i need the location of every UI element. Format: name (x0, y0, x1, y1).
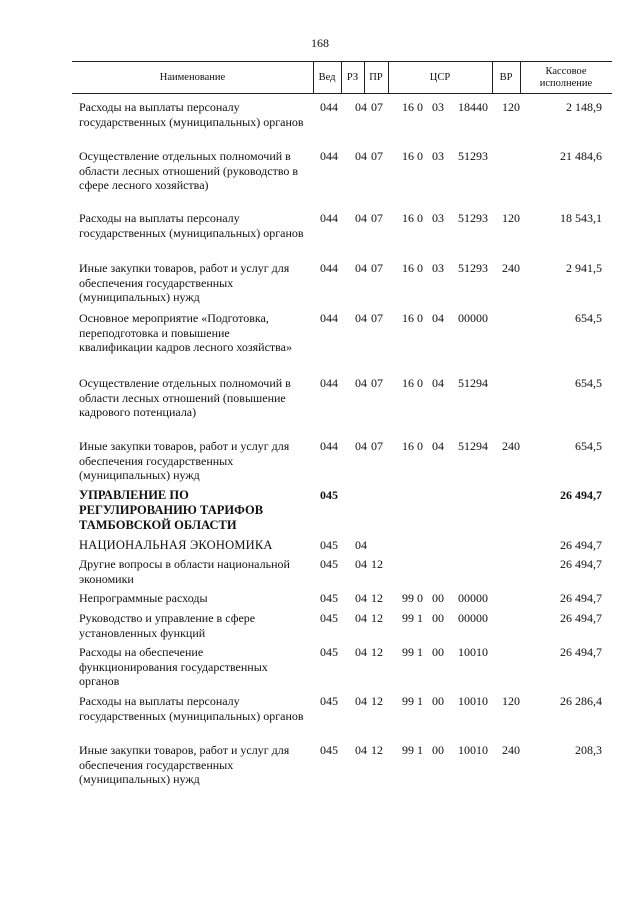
row-vr: 120 (502, 694, 520, 708)
row-csr-event: 00 (432, 611, 444, 625)
row-pr: 12 (371, 591, 383, 605)
row-pr: 07 (371, 100, 383, 114)
row-ved: 045 (320, 694, 338, 708)
row-ved: 044 (320, 311, 338, 325)
row-csr-program: 16 (402, 311, 414, 325)
row-name: Иные закупки товаров, работ и услуг для обеспечения государственных (муниципальных) нужд (79, 439, 290, 482)
row-csr-event: 00 (432, 591, 444, 605)
row-csr-program: 16 (402, 100, 414, 114)
row-csr-event: 04 (432, 439, 444, 453)
row-name: Основное мероприятие «Подготовка, переподготовка и повышение квалификации кадров лесного хозяйства» (79, 311, 292, 354)
row-csr-program: 16 (402, 439, 414, 453)
row-ved: 044 (320, 439, 338, 453)
row-csr-event: 00 (432, 694, 444, 708)
row-name: Расходы на выплаты персоналу государственных (муниципальных) органов (79, 694, 304, 723)
row-csr-subprogram: 0 (417, 211, 423, 225)
row-rz: 04 (355, 100, 367, 114)
row-name: Иные закупки товаров, работ и услуг для обеспечения государственных (муниципальных) нужд (79, 743, 290, 786)
row-csr-program: 99 (402, 694, 414, 708)
header-csr: ЦСР (429, 71, 451, 83)
row-csr-program: 16 (402, 149, 414, 163)
row-name: Расходы на выплаты персоналу государственных (муниципальных) органов (79, 100, 304, 129)
page-number: 168 (311, 36, 329, 50)
row-rz: 04 (355, 591, 367, 605)
row-name: НАЦИОНАЛЬНАЯ ЭКОНОМИКА (79, 538, 273, 552)
row-ved: 045 (320, 743, 338, 757)
row-csr-program: 99 (402, 611, 414, 625)
row-name: Иные закупки товаров, работ и услуг для обеспечения государственных (муниципальных) нужд (79, 261, 290, 304)
row-ved: 045 (320, 645, 338, 659)
row-pr: 07 (371, 149, 383, 163)
row-vr: 120 (502, 211, 520, 225)
row-amount: 2 148,9 (566, 100, 602, 114)
row-csr-event: 00 (432, 645, 444, 659)
row-amount: 26 494,7 (560, 557, 602, 571)
row-csr-program: 99 (402, 591, 414, 605)
header-amount-line2: исполнение (539, 77, 593, 89)
row-rz: 04 (355, 261, 367, 275)
row-amount: 26 494,7 (560, 538, 602, 552)
row-csr-direction: 00000 (458, 611, 488, 625)
row-ved: 044 (320, 149, 338, 163)
row-pr: 12 (371, 611, 383, 625)
row-name: Непрограммные расходы (79, 591, 208, 605)
row-name: Осуществление отдельных полномочий в области лесных отношений (повышение кадрового потенциала) (79, 376, 291, 419)
row-pr: 07 (371, 311, 383, 325)
row-csr-direction: 51294 (458, 376, 488, 390)
row-csr-direction: 18440 (458, 100, 488, 114)
row-ved: 044 (320, 376, 338, 390)
row-pr: 07 (371, 376, 383, 390)
row-csr-program: 16 (402, 376, 414, 390)
header-vr: ВР (499, 71, 513, 83)
header-pr: ПР (369, 71, 383, 83)
row-name: Руководство и управление в сфере установленных функций (79, 611, 256, 640)
row-vr: 120 (502, 100, 520, 114)
row-ved: 044 (320, 211, 338, 225)
row-amount: 208,3 (575, 743, 602, 757)
row-csr-direction: 51293 (458, 211, 488, 225)
row-ved: 045 (320, 538, 338, 552)
row-csr-event: 00 (432, 743, 444, 757)
row-csr-direction: 00000 (458, 591, 488, 605)
row-csr-subprogram: 1 (417, 611, 423, 625)
row-csr-event: 03 (432, 149, 444, 163)
row-amount: 26 494,7 (560, 591, 602, 605)
row-rz: 04 (355, 376, 367, 390)
row-csr-direction: 10010 (458, 694, 488, 708)
row-pr: 12 (371, 743, 383, 757)
row-rz: 04 (355, 311, 367, 325)
row-csr-subprogram: 1 (417, 743, 423, 757)
header-name: Наименование (159, 71, 226, 83)
row-amount: 654,5 (575, 376, 602, 390)
row-rz: 04 (355, 557, 367, 571)
row-amount: 26 494,7 (560, 645, 602, 659)
row-csr-subprogram: 0 (417, 591, 423, 605)
row-ved: 045 (320, 611, 338, 625)
row-csr-subprogram: 1 (417, 694, 423, 708)
row-csr-direction: 10010 (458, 645, 488, 659)
header-amount (520, 62, 612, 93)
row-csr-subprogram: 0 (417, 149, 423, 163)
row-amount: 26 494,7 (560, 488, 602, 502)
row-name: Расходы на обеспечение функционирования государственных органов (79, 645, 268, 688)
header-amount-line1: Кассовое (545, 65, 587, 77)
table-header (72, 61, 612, 94)
row-rz: 04 (355, 538, 367, 552)
row-csr-direction: 00000 (458, 311, 488, 325)
header-rz: РЗ (346, 71, 359, 83)
row-vr: 240 (502, 743, 520, 757)
row-csr-subprogram: 0 (417, 439, 423, 453)
row-rz: 04 (355, 439, 367, 453)
row-pr: 07 (371, 439, 383, 453)
row-csr-program: 16 (402, 211, 414, 225)
row-csr-direction: 10010 (458, 743, 488, 757)
row-rz: 04 (355, 694, 367, 708)
row-csr-subprogram: 1 (417, 645, 423, 659)
row-ved: 045 (320, 488, 338, 502)
row-amount: 21 484,6 (560, 149, 602, 163)
row-csr-event: 03 (432, 100, 444, 114)
row-pr: 12 (371, 557, 383, 571)
row-csr-program: 99 (402, 645, 414, 659)
row-csr-subprogram: 0 (417, 100, 423, 114)
row-csr-event: 03 (432, 261, 444, 275)
row-pr: 07 (371, 211, 383, 225)
row-amount: 18 543,1 (560, 211, 602, 225)
row-pr: 07 (371, 261, 383, 275)
row-csr-event: 04 (432, 376, 444, 390)
row-rz: 04 (355, 149, 367, 163)
row-csr-direction: 51294 (458, 439, 488, 453)
row-csr-subprogram: 0 (417, 261, 423, 275)
row-csr-direction: 51293 (458, 261, 488, 275)
row-vr: 240 (502, 261, 520, 275)
row-csr-program: 99 (402, 743, 414, 757)
row-rz: 04 (355, 645, 367, 659)
row-csr-subprogram: 0 (417, 311, 423, 325)
row-pr: 12 (371, 694, 383, 708)
row-amount: 26 286,4 (560, 694, 602, 708)
header-ved: Вед (318, 71, 336, 83)
row-rz: 04 (355, 211, 367, 225)
row-name: Осуществление отдельных полномочий в области лесных отношений (руководство в сфере лесного хозяйства) (79, 149, 299, 192)
row-name: УПРАВЛЕНИЕ ПО РЕГУЛИРОВАНИЮ ТАРИФОВ ТАМБОВСКОЙ ОБЛАСТИ (79, 488, 264, 532)
row-csr-event: 03 (432, 211, 444, 225)
row-name: Расходы на выплаты персоналу государственных (муниципальных) органов (79, 211, 304, 240)
row-csr-program: 16 (402, 261, 414, 275)
row-amount: 26 494,7 (560, 611, 602, 625)
row-name: Другие вопросы в области национальной экономики (79, 557, 290, 586)
row-csr-direction: 51293 (458, 149, 488, 163)
row-ved: 044 (320, 100, 338, 114)
row-pr: 12 (371, 645, 383, 659)
row-amount: 2 941,5 (566, 261, 602, 275)
row-csr-subprogram: 0 (417, 376, 423, 390)
row-csr-event: 04 (432, 311, 444, 325)
row-rz: 04 (355, 743, 367, 757)
row-vr: 240 (502, 439, 520, 453)
row-ved: 045 (320, 557, 338, 571)
row-rz: 04 (355, 611, 367, 625)
row-amount: 654,5 (575, 439, 602, 453)
row-amount: 654,5 (575, 311, 602, 325)
row-ved: 044 (320, 261, 338, 275)
row-ved: 045 (320, 591, 338, 605)
